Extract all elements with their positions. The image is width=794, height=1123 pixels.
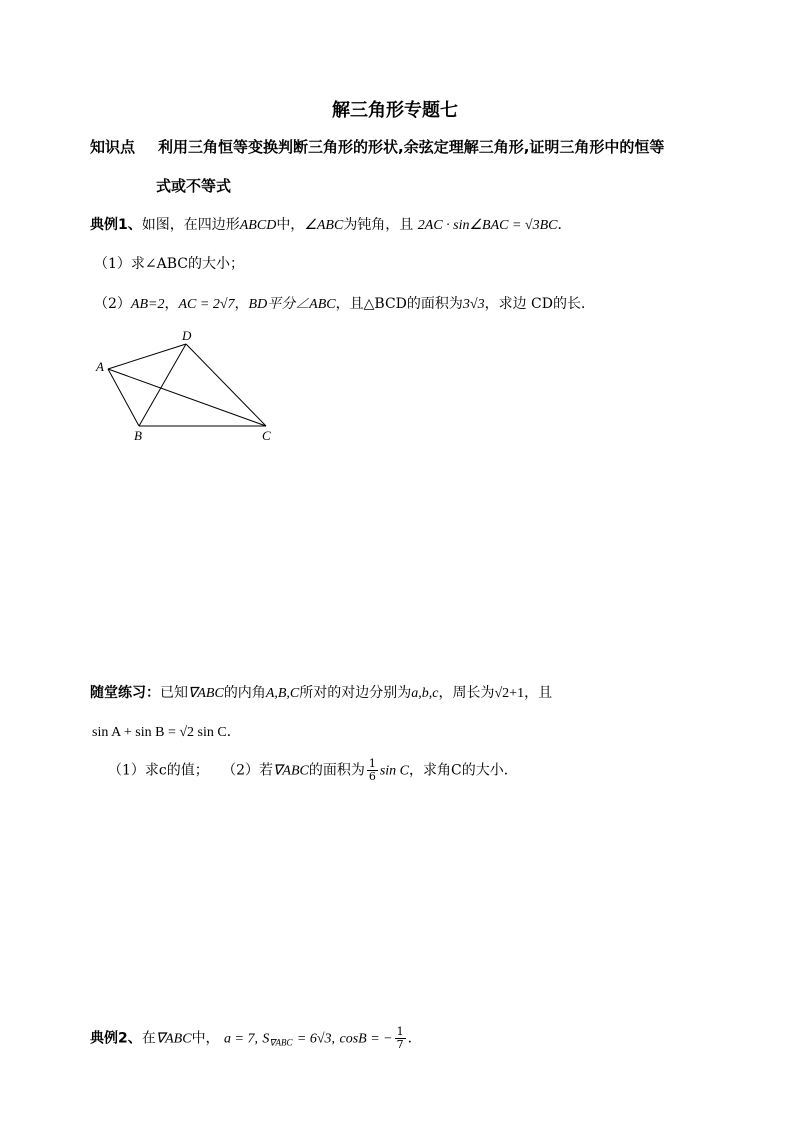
example2-s-sub: ∇ABC xyxy=(269,1037,293,1048)
label-d: D xyxy=(182,328,192,343)
page-title: 解三角形专题七 xyxy=(332,100,458,121)
example1-intro: 如图，在四边形 xyxy=(141,217,240,233)
example2-s: S xyxy=(262,1031,270,1047)
example2-s-val: = 6√3, xyxy=(296,1031,336,1047)
example2-fraction xyxy=(395,1026,406,1051)
knowledge-line-2: 式或不等式 xyxy=(156,177,232,195)
practice-line-1 xyxy=(90,682,552,702)
example1-question-2: （2）AB=2，AC = 2√7，BD平分∠ABC，且△BCD的面积为3√3，求边 CD的长． xyxy=(94,296,595,312)
edge-dc xyxy=(186,344,266,426)
edge-ab xyxy=(108,369,139,426)
frac-num: 1 xyxy=(368,757,376,770)
practice-q1: （1）求c的值； xyxy=(108,762,209,779)
label-b: B xyxy=(134,428,142,443)
practice-l2-end: ． xyxy=(226,724,241,740)
label-a: A xyxy=(96,359,104,374)
practice-l1a: 已知 xyxy=(160,685,188,701)
practice-sides: a,b,c xyxy=(411,686,439,701)
example1-quad: ABCD xyxy=(239,218,277,233)
practice-angles: A,B,C xyxy=(265,686,300,701)
practice-q2b: 的面积为 xyxy=(308,762,365,779)
practice-tri: ∇ABC xyxy=(188,686,224,701)
practice-q2-tri: ∇ABC xyxy=(273,763,309,779)
q2-bd: BD平分∠ABC xyxy=(248,297,336,312)
practice-fraction xyxy=(367,758,378,783)
q2-area: 3√3 xyxy=(462,297,485,312)
example2-frac-den: 7 xyxy=(396,1038,404,1051)
practice-label: 随堂练习： xyxy=(90,685,160,701)
practice-l1e: ，且 xyxy=(524,685,553,701)
practice-l1c: 所对的对边分别为 xyxy=(299,685,412,701)
practice-l1b: 的内角 xyxy=(223,685,266,701)
practice-q2c: ，求角C的大小． xyxy=(409,762,518,779)
q2-end: ，求边 CD的长． xyxy=(484,296,595,312)
q2-prefix: （2） xyxy=(94,296,131,312)
example2-text: 在 xyxy=(141,1030,156,1047)
example1-label: 典例1、 xyxy=(90,217,142,233)
q2-ab: AB=2 xyxy=(130,297,165,312)
example1-question-1: （1）求∠ABC的大小； xyxy=(94,256,245,272)
example2-tri: ∇ABC xyxy=(155,1031,192,1047)
frac-den: 6 xyxy=(368,770,376,783)
q2-ac: AC = 2√7 xyxy=(178,297,235,312)
example2-statement xyxy=(90,1026,422,1051)
example1-angle: ∠ABC xyxy=(304,218,344,233)
practice-line-2 xyxy=(92,721,241,741)
example1-end: ． xyxy=(557,217,572,233)
knowledge-label: 知识点 xyxy=(90,138,136,156)
knowledge-line-1: 利用三角恒等变换判断三角形的形状,余弦定理解三角形,证明三角形中的恒等 xyxy=(158,138,665,156)
practice-equation: sin A + sin B = √2 sin C xyxy=(92,725,227,740)
diagonal-ac xyxy=(108,369,266,426)
example1-mid1: 中， xyxy=(276,217,305,233)
example2-mid: 中， xyxy=(191,1030,220,1047)
practice-q2a: （2）若 xyxy=(222,762,274,779)
example2-end: ． xyxy=(407,1030,422,1047)
practice-sin: sin C xyxy=(379,763,410,779)
quadrilateral-figure xyxy=(90,325,290,445)
example1-statement xyxy=(90,214,572,234)
practice-questions xyxy=(108,758,518,783)
label-c: C xyxy=(262,428,271,443)
example2-a: a = 7, xyxy=(224,1031,258,1047)
example2-frac-num: 1 xyxy=(396,1025,404,1038)
example1-equation: 2AC · sin∠BAC = √3BC xyxy=(417,218,558,233)
example1-mid2: 为钝角，且 xyxy=(343,217,414,233)
example2-cos: cosB = − xyxy=(339,1031,393,1047)
practice-perimeter: √2+1 xyxy=(494,686,525,701)
practice-l1d: ，周长为 xyxy=(438,685,495,701)
q2-area-pre: ，且△BCD的面积为 xyxy=(335,296,463,312)
example2-label: 典例2、 xyxy=(90,1030,142,1047)
